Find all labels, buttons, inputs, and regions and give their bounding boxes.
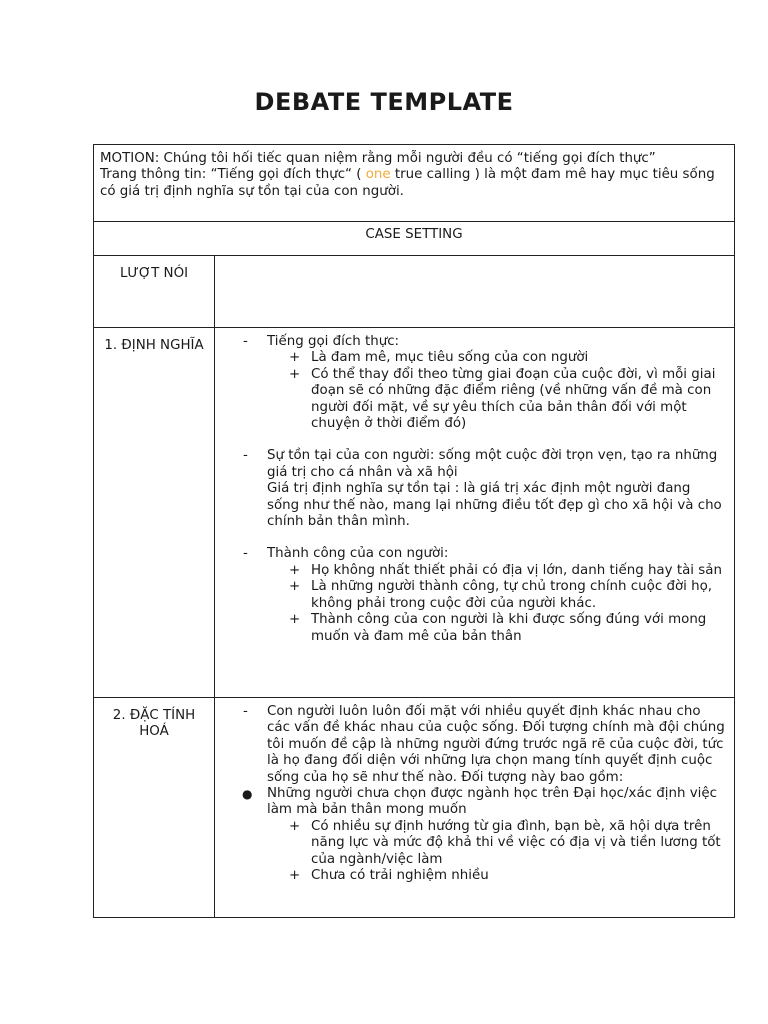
list-item: [215, 448, 726, 481]
plus-marker: +: [289, 350, 301, 366]
dash-marker: -: [243, 448, 248, 464]
debate-table: [93, 144, 735, 918]
bullet-list-item: [215, 786, 726, 819]
dash-marker: -: [243, 334, 248, 349]
sub-list-item: [215, 819, 726, 868]
motion-text: MOTION: Chúng tôi hối tiếc quan niệm rằng mỗi người đều có “tiếng gọi đích thực”: [100, 151, 656, 166]
plus-marker: +: [289, 366, 301, 382]
sub-list-item-text: Họ không nhất thiết phải có địa vị lớn, danh tiếng hay tài sản: [311, 562, 722, 578]
list-item: [215, 334, 726, 350]
document-title: DEBATE TEMPLATE: [254, 88, 514, 116]
plus-marker: +: [289, 818, 301, 834]
speaker-row: [94, 256, 735, 328]
sub-list-item: [215, 612, 726, 645]
bullet-marker: ●: [242, 787, 253, 802]
sub-list-item: [215, 579, 726, 612]
motion-row: [94, 145, 735, 222]
list-item-text: Thành công của con người:: [267, 546, 449, 562]
sub-list-item-text: Có thể thay đổi theo từng giai đoạn của cuộc đời, vì mỗi giai đoạn sẽ có những đặc điểm riêng (về những vấn đề mà con người đối mặt, về sự yêu thích của bản thân đối với một chuyện ở thời điểm đó): [311, 366, 716, 432]
plus-marker: +: [289, 562, 301, 578]
speaker-content: [215, 256, 735, 328]
sub-list-item-text: Chưa có trải nghiệm nhiều: [311, 868, 489, 884]
case-setting-row: [94, 222, 735, 256]
list-item: [215, 546, 726, 562]
definition-content: [215, 328, 735, 698]
characterization-content: [215, 698, 735, 918]
dash-marker: -: [243, 546, 248, 562]
sub-list-item: [215, 868, 726, 884]
list-item-text: Tiếng gọi đích thực:: [267, 334, 400, 349]
sub-list-item: [215, 563, 726, 579]
sub-list-item-text: Thành công của con người là khi được sống đúng với mong muốn và đam mê của bản thân: [311, 612, 707, 644]
motion-info-prefix: Trang thông tin: “Tiếng gọi đích thực“ (: [100, 167, 366, 183]
speaker-label: LƯỢT NÓI: [94, 256, 215, 328]
motion-info: [100, 167, 728, 200]
characterization-label: 2. ĐẶC TÍNH HOÁ: [94, 698, 215, 918]
sub-list-item-text: Là đam mê, mục tiêu sống của con người: [311, 350, 589, 366]
dash-marker: -: [243, 704, 248, 719]
sub-list-item: [215, 350, 726, 366]
characterization-row: [94, 698, 735, 918]
plus-marker: +: [289, 868, 301, 884]
motion-info-suffix: true calling ) là một đam mê hay mục tiêu sống có giá trị định nghĩa sự tồn tại của con người.: [100, 167, 715, 199]
list-item-continuation: Giá trị định nghĩa sự tồn tại : là giá trị xác định một người đang sống như thế nào, mang lại những điều tốt đẹp gì cho xã hội và cho chính bản thân mình.: [267, 481, 722, 530]
sub-list-item: [215, 367, 726, 433]
motion-info-highlight: one: [365, 167, 391, 183]
definition-label: 1. ĐỊNH NGHĨA: [94, 328, 215, 698]
case-setting-header: CASE SETTING: [94, 222, 735, 256]
list-item-text: Con người luôn luôn đối mặt với nhiều quyết định khác nhau cho các vấn đề khác nhau của cuộc sống. Đối tượng chính mà đội chúng tôi muốn đề cập là những người đứng trước ngã rẽ của cuộc đời, tức là họ đang đối diện với những lựa chọn mang tính quyết định cuộc sống của họ sẽ như thế nào. Đối tượng này bao gồm:: [267, 704, 725, 785]
motion-cell: [94, 145, 735, 222]
list-item-text: Sự tồn tại của con người: sống một cuộc đời trọn vẹn, tạo ra những giá trị cho cá nhân và xã hội: [267, 448, 718, 480]
sub-list-item-text: Là những người thành công, tự chủ trong chính cuộc đời họ, không phải trong cuộc đời của người khác.: [311, 579, 713, 611]
plus-marker: +: [289, 612, 301, 628]
list-item: [215, 704, 726, 786]
definition-row: [94, 328, 735, 698]
plus-marker: +: [289, 579, 301, 595]
sub-list-item-text: Có nhiều sự định hướng từ gia đình, bạn bè, xã hội dựa trên năng lực và mức độ khả thi về việc có địa vị và tiền lương tốt của ngành/việc làm: [311, 818, 721, 867]
bullet-list-item-text: Những người chưa chọn được ngành học trên Đại học/xác định việc làm mà bản thân mong muốn: [267, 786, 717, 818]
